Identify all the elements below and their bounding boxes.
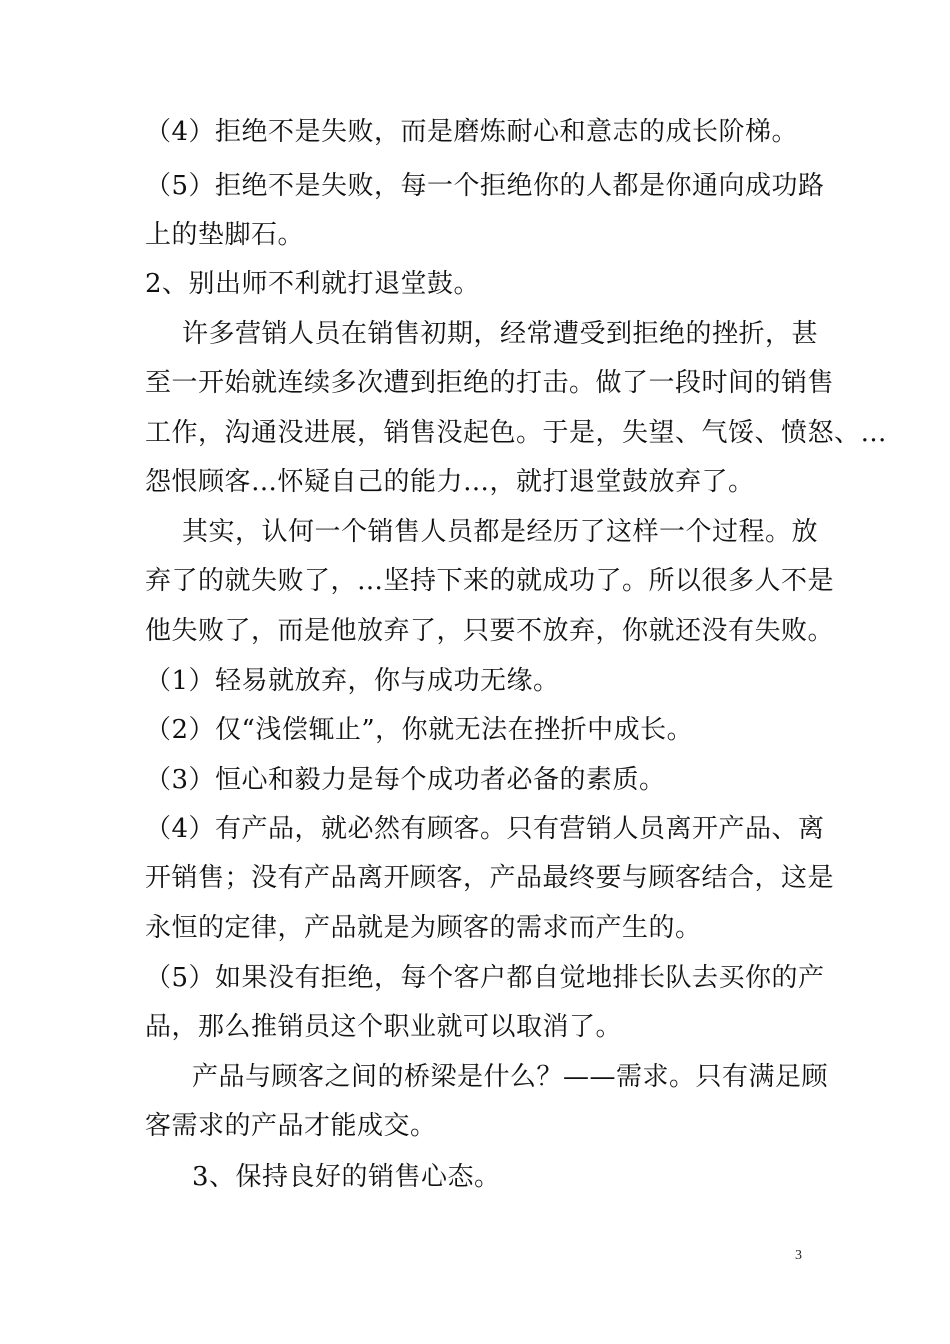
text-line: 上的垫脚石。 — [145, 220, 305, 250]
page-number: 3 — [795, 1248, 802, 1263]
text-line: 怨恨顾客…怀疑自己的能力…，就打退堂鼓放弃了。 — [145, 467, 755, 497]
text-line: （3）恒心和毅力是每个成功者必备的素质。 — [145, 765, 666, 795]
text-line: 许多营销人员在销售初期，经常遭受到拒绝的挫折，甚 — [182, 319, 819, 349]
text-line: 其实，认何一个销售人员都是经历了这样一个过程。放 — [182, 517, 819, 547]
text-line: （4）有产品，就必然有顾客。只有营销人员离开产品、离 — [145, 814, 825, 844]
text-line: 客需求的产品才能成交。 — [145, 1111, 437, 1141]
text-line: 品，那么推销员这个职业就可以取消了。 — [145, 1012, 623, 1042]
text-line: （5）拒绝不是失败，每一个拒绝你的人都是你通向成功路 — [145, 171, 825, 201]
text-line: 工作，沟通没进展，销售没起色。于是，失望、气馁、愤怒、… — [145, 418, 888, 448]
text-line: （2）仅“浅偿辄止”，你就无法在挫折中成长。 — [145, 715, 694, 745]
text-line: 永恒的定律，产品就是为顾客的需求而产生的。 — [145, 913, 702, 943]
text-line: （4）拒绝不是失败，而是磨炼耐心和意志的成长阶梯。 — [145, 117, 799, 147]
text-line: 至一开始就连续多次遭到拒绝的打击。做了一段时间的销售 — [145, 368, 835, 398]
text-line: 弃了的就失败了，…坚持下来的就成功了。所以很多人不是 — [145, 566, 835, 596]
text-line: （5）如果没有拒绝，每个客户都自觉地排长队去买你的产 — [145, 963, 825, 993]
text-line: 他失败了，而是他放弃了，只要不放弃，你就还没有失败。 — [145, 616, 835, 646]
section-heading: 2、别出师不利就打退堂鼓。 — [145, 269, 481, 299]
text-line: （1）轻易就放弃，你与成功无缘。 — [145, 666, 560, 696]
section-heading: 3、保持良好的销售心态。 — [192, 1162, 501, 1192]
text-line: 产品与顾客之间的桥梁是什么？——需求。只有满足顾 — [192, 1062, 829, 1092]
text-line: 开销售；没有产品离开顾客，产品最终要与顾客结合，这是 — [145, 863, 835, 893]
